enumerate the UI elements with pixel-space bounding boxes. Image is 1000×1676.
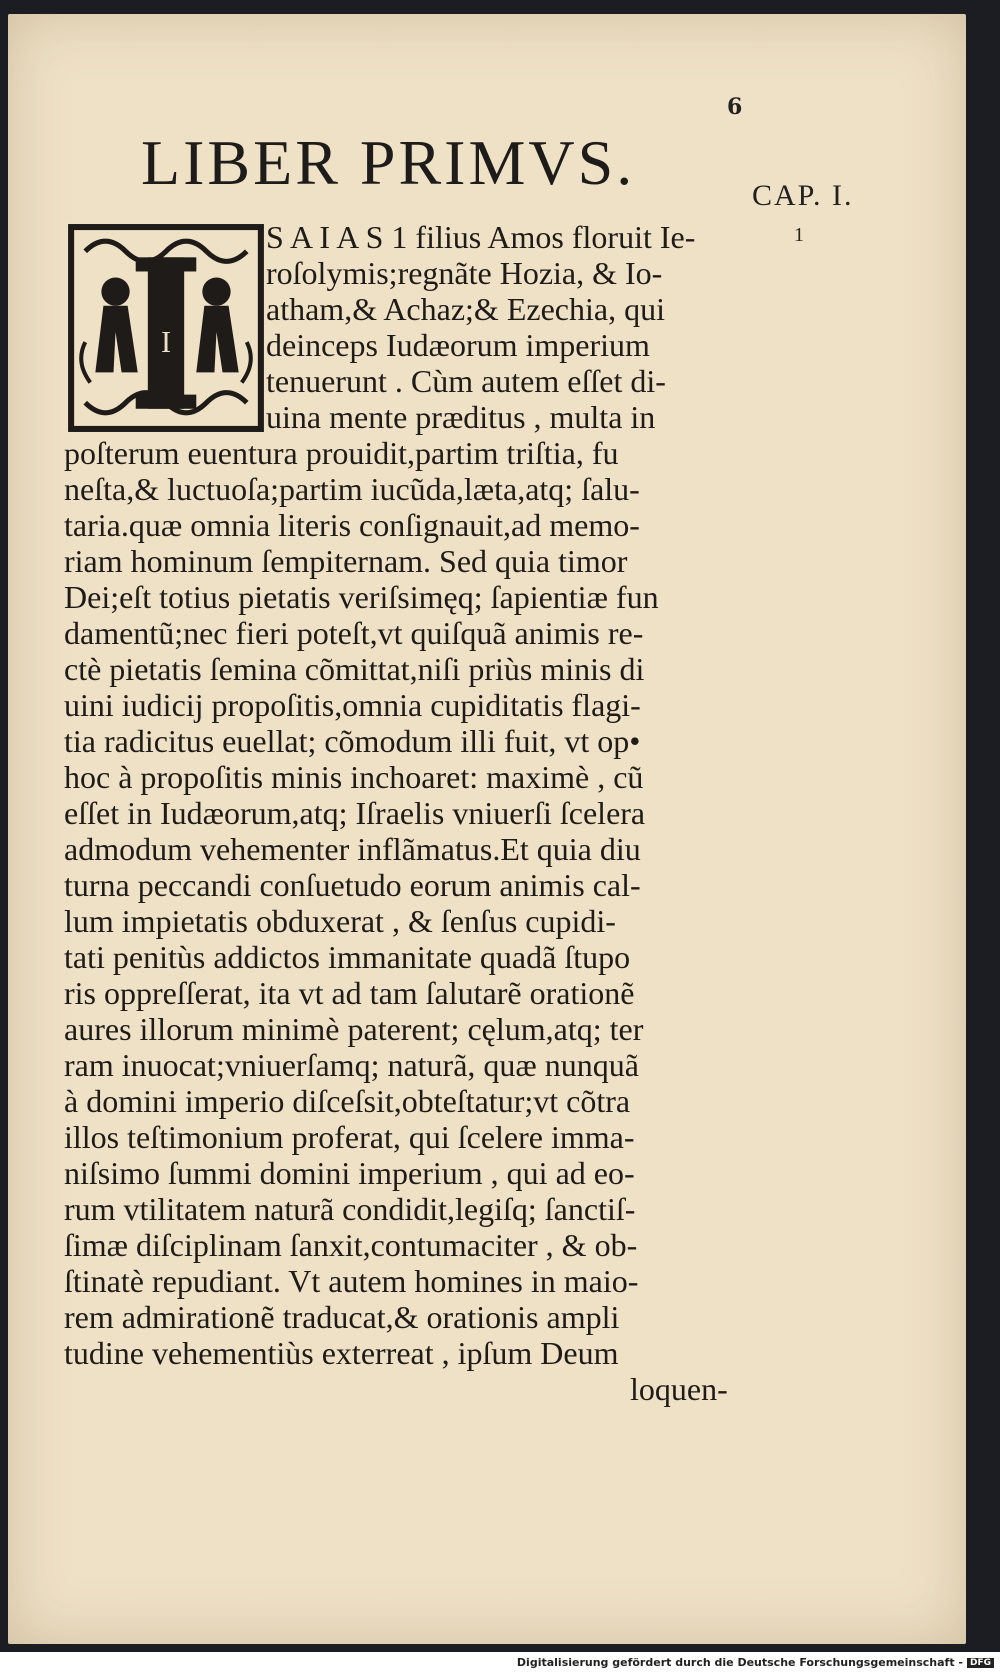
page-marker: 6: [727, 94, 743, 120]
text-line: S A I A S 1 filius Amos floruit Ie-: [266, 219, 696, 255]
text-line: rem admirationẽ traducat,& orationis ampli: [64, 1299, 620, 1335]
text-line: poſterum euentura prouidit,partim triſtia, fu: [64, 435, 619, 471]
text-line: aures illorum minimè paterent; cęlum,atq; ter: [64, 1011, 644, 1047]
text-line: ram inuocat;vniuerſamq; naturã, quæ nunquã: [64, 1047, 639, 1083]
text-line: eſſet in Iudæorum,atq; Iſraelis vniuerſi ſcelera: [64, 795, 646, 831]
page-title: LIBER PRIMVS.: [141, 127, 636, 198]
text-line: neſta,& luctuoſa;partim iucũda,læta,atq; ſalu-: [64, 471, 640, 507]
text-line: deinceps Iudæorum imperium: [266, 327, 650, 363]
text-line: tenuerunt . Cùm autem eſſet di-: [266, 363, 666, 399]
text-line: uini iudicij propoſitis,omnia cupiditatis flagi-: [64, 687, 641, 723]
text-line: illos teſtimonium proferat, qui ſcelere imma-: [64, 1119, 635, 1155]
footer-credit: [517, 1656, 994, 1669]
dfg-logo: DFG: [967, 1658, 994, 1668]
text-line: damentũ;nec fieri poteſt,vt quiſquã animis re-: [64, 615, 644, 651]
text-line: Dei;eſt totius pietatis veriſsimęq; ſapientiæ fun: [64, 579, 659, 615]
text-line: riam hominum ſempiternam. Sed quia timor: [64, 543, 628, 579]
text-line: à domini imperio diſceſsit,obteſtatur;vt cõtra: [64, 1083, 631, 1119]
chapter-label: CAP. I.: [752, 179, 854, 212]
verse-number: 1: [794, 224, 804, 246]
text-line: taria.quæ omnia literis conſignauit,ad memo-: [64, 507, 640, 543]
text-line: ſtinatè repudiant. Vt autem homines in maio-: [64, 1263, 639, 1299]
catchword: loquen-: [630, 1371, 728, 1407]
text-line: lum impietatis obduxerat , & ſenſus cupidi-: [64, 903, 616, 939]
drop-cap-letter: I: [160, 325, 172, 360]
text-line: rum vtilitatem naturã condidit,legiſq; ſanctiſ-: [64, 1191, 636, 1227]
decorated-initial-image: [65, 221, 267, 435]
text-line: roſolymis;regnãte Hozia, & Io-: [266, 255, 663, 291]
text-line: hoc à propoſitis minis inchoaret: maximè , cũ: [64, 759, 644, 795]
text-line: tudine vehementiùs exterreat , ipſum Deum: [64, 1335, 619, 1371]
text-line: uina mente prӕditus , multa in: [266, 399, 656, 435]
footer-credit-text: Digitalisierung gefördert durch die Deutsche Forschungsgemeinschaft -: [516, 1656, 963, 1669]
text-line: ctè pietatis ſemina cõmittat,niſi priùs minis di: [64, 651, 645, 687]
text-line: niſsimo ſummi domini imperium , qui ad eo-: [64, 1155, 635, 1191]
text-line: ris oppreſſerat, ita vt ad tam ſalutarẽ orationẽ: [64, 975, 635, 1011]
text-line: atham,& Achaz;& Ezechia, qui: [266, 291, 665, 327]
text-line: admodum vehementer inflãmatus.Et quia diu: [64, 831, 641, 867]
text-line: turna peccandi conſuetudo eorum animis cal-: [64, 867, 641, 903]
text-line: tati penitùs addictos immanitate quadã ſtupo: [64, 939, 631, 975]
book-page: [8, 14, 966, 1644]
text-line: tia radicitus euellat; cõmodum illi fuit, vt op•: [64, 723, 641, 759]
text-line: ſimæ diſciplinam ſanxit,contumaciter , & ob-: [64, 1227, 638, 1263]
